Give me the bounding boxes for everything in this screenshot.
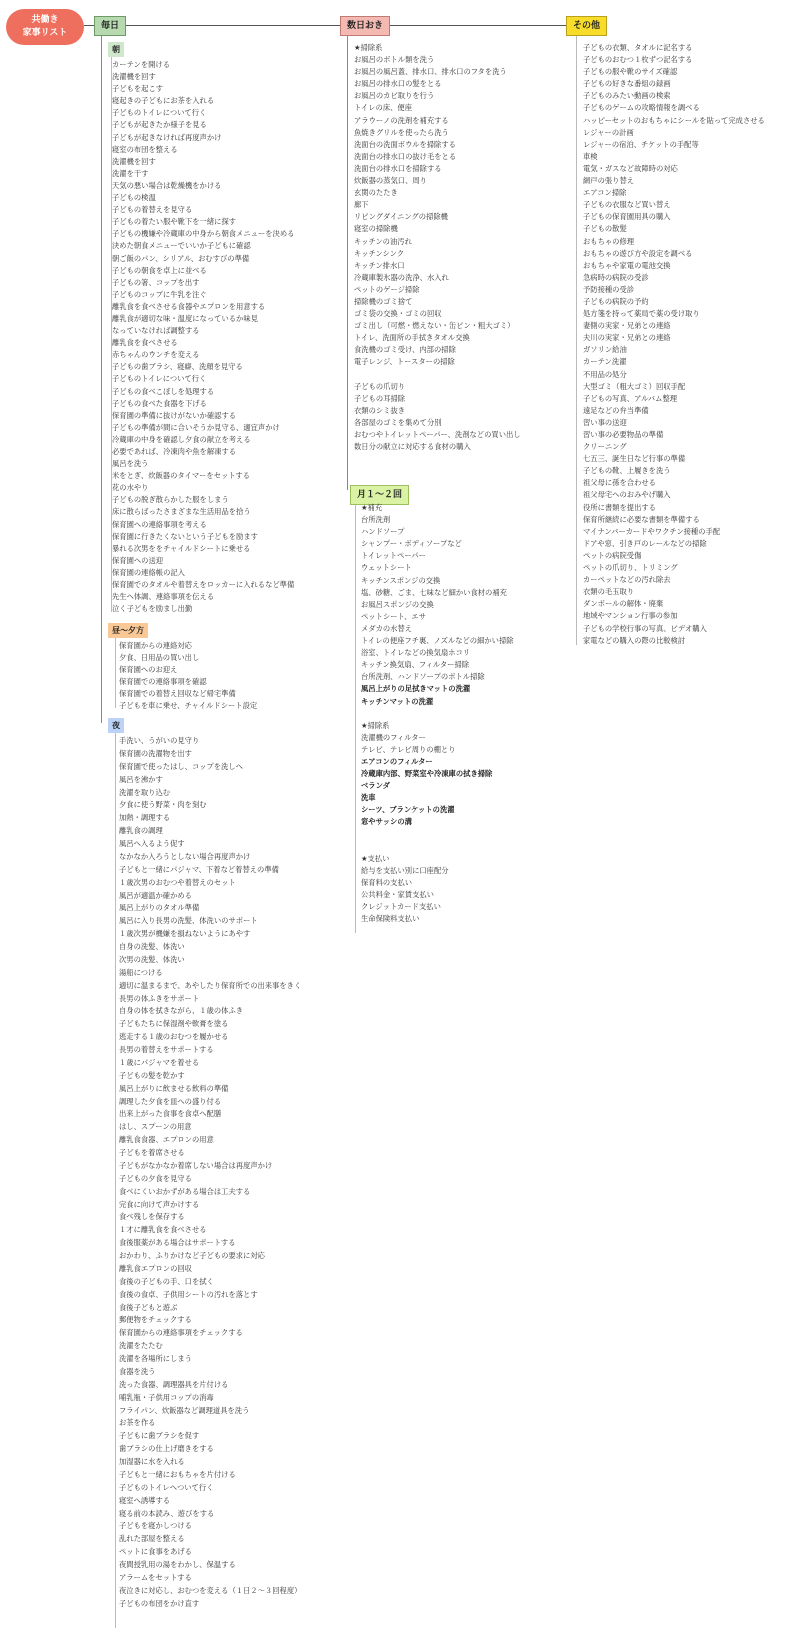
task-item[interactable]: ウェットシート — [361, 563, 412, 573]
task-item[interactable]: 米をとぎ、炊飯器のタイマーをセットする — [112, 471, 250, 481]
task-item[interactable]: 逃走する１歳のおむつを履かせる — [119, 1032, 229, 1042]
subcategory-noon-evening[interactable]: 昼〜夕方 — [108, 623, 148, 638]
task-item[interactable]: 炊飯器の蒸気口、周り — [354, 176, 427, 186]
task-item[interactable]: キッチン換気扇、フィルター掃除 — [361, 660, 470, 670]
list-gap — [361, 708, 514, 720]
task-item[interactable]: ペットの爪切り、トリミング — [583, 563, 678, 573]
task-item[interactable]: 乱れた部屋を整える — [119, 1534, 185, 1544]
task-item[interactable]: カーペットなどの汚れ除去 — [583, 575, 671, 585]
list-gap — [361, 841, 514, 853]
task-item[interactable]: 不用品の処分 — [583, 369, 627, 379]
task-item[interactable]: 子どもの耳掃除 — [354, 393, 406, 403]
task-item[interactable]: ガソリン給油 — [583, 345, 627, 355]
task-item[interactable]: 夜間授乳用の湯をわかし、保温する — [119, 1560, 236, 1569]
task-item[interactable]: 子どもの衣類、タオルに記名する — [583, 43, 693, 52]
task-item[interactable]: 予防接種の受診 — [583, 284, 635, 294]
task-item[interactable]: 風呂上がりに飲ませる飲料の準備 — [119, 1083, 229, 1093]
task-item[interactable]: シャンプー・ボディソープなど — [361, 539, 462, 549]
task-item[interactable]: 子どもの保育園用具の購入 — [583, 212, 671, 222]
task-item[interactable]: 寝室の布団を整える — [112, 144, 178, 154]
task-item[interactable]: 歯ブラシの仕上げ磨きをする — [119, 1444, 214, 1454]
task-item[interactable]: 食べにくいおかずがある場合は工夫する — [119, 1186, 251, 1196]
task-item[interactable]: ゴミ出し（可燃・燃えない・缶ビン・粗大ゴミ） — [354, 321, 515, 331]
task-item[interactable]: 保育園での連絡事項を確認 — [119, 677, 207, 687]
connector-monthly-trunk — [355, 503, 356, 933]
task-item[interactable]: トイレ、洗面所の手拭きタオル交換 — [354, 333, 470, 343]
task-item[interactable]: 洗濯を干す — [112, 168, 149, 178]
task-item[interactable]: １歳にパジャマを着せる — [119, 1057, 200, 1067]
task-item[interactable]: 離乳食食器、エプロンの用意 — [119, 1135, 214, 1145]
task-item[interactable]: 処方箋を持って薬局で薬の受け取り — [583, 309, 700, 319]
task-item[interactable]: 寝室の掃除機 — [354, 224, 398, 234]
task-item[interactable]: 玄関のたたき — [354, 188, 398, 198]
category-other[interactable]: その他 — [566, 16, 607, 36]
task-item[interactable]: 冷蔵庫内部、野菜室や冷凍庫の拭き掃除 — [361, 769, 493, 779]
task-item[interactable]: 子どもが起きなければ再度声かけ — [112, 132, 222, 142]
night-task-list — [119, 735, 301, 1611]
task-item[interactable]: 決めた朝食メニューでいいか子どもに確認 — [112, 241, 251, 251]
category-daily[interactable]: 毎日 — [94, 16, 126, 36]
task-item[interactable]: 祖父母に孫を合わせる — [583, 478, 656, 488]
task-item[interactable]: 風呂に入り長男の洗髪、体洗いのサポート — [119, 916, 258, 926]
task-item[interactable]: メダカの水替え — [361, 623, 413, 633]
task-item[interactable]: 洗濯を取り込む — [119, 787, 171, 797]
task-item[interactable]: 窓やサッシの溝 — [361, 817, 412, 827]
task-item[interactable]: 役所に書類を提出する — [583, 502, 656, 512]
root-title-line2: 家事リスト — [22, 28, 68, 38]
task-item[interactable]: 洗濯機を回す — [112, 72, 156, 82]
task-item[interactable]: 夫川の実家・兄弟との連絡 — [583, 333, 671, 343]
task-item[interactable]: 子どもの着たい服や靴下を一緒に探す — [112, 217, 237, 227]
task-item[interactable]: 保育園に行きたくないという子どもを励ます — [112, 531, 258, 541]
task-item[interactable]: 子どもの髪を乾かす — [119, 1070, 185, 1080]
task-item[interactable]: 習い事の必要物品の準備 — [583, 430, 664, 439]
connector-night-trunk — [115, 733, 116, 1628]
task-item[interactable]: 夜泣きに対応し、おむつを変える（１日２〜３回程度） — [119, 1585, 302, 1595]
task-item[interactable]: 子どもを着席させる — [119, 1148, 185, 1157]
task-item[interactable]: 保育園の連絡帳の記入 — [112, 567, 185, 577]
task-item[interactable]: 衣類のシミ抜き — [354, 405, 406, 415]
task-item[interactable]: 暴れる次男ををチャイルドシートに乗せる — [112, 543, 251, 553]
task-item[interactable]: 子どもの着替えを見守る — [112, 205, 193, 215]
task-item[interactable]: 保育園で使ったはし、コップを洗しへ — [119, 761, 243, 771]
task-item[interactable]: 電気・ガスなど故障時の対応 — [583, 163, 678, 173]
task-item[interactable]: 電子レンジ、トースターの掃除 — [354, 357, 455, 367]
task-item[interactable]: 保育園の準備に抜けがないか確認する — [112, 410, 237, 420]
task-item[interactable]: 風呂上がりのタオル準備 — [119, 903, 200, 913]
task-item[interactable]: お風呂のボトル類を洗う — [354, 55, 435, 65]
task-item[interactable]: 離乳食が適切な味・温度になっているか味見 — [112, 313, 258, 323]
task-item[interactable]: 大型ゴミ（粗大ゴミ）回収手配 — [583, 381, 686, 391]
task-item[interactable]: エアコン掃除 — [583, 188, 627, 198]
other-task-list — [583, 42, 765, 647]
task-item[interactable]: 長男の体ふきをサポート — [119, 993, 200, 1003]
task-item[interactable]: 床に散らばったさまざまな生活用品を拾う — [112, 507, 251, 517]
task-item[interactable]: １歳次男が機嫌を損ねないようにあやす — [119, 929, 251, 939]
task-item[interactable]: １歳次男のおむつや着替えのセット — [119, 877, 236, 887]
task-item[interactable]: 魚焼きグリルを使ったら洗う — [354, 127, 449, 137]
task-item[interactable]: マイナンバーカードやワクチン接種の手配 — [583, 526, 721, 536]
task-item[interactable]: 手洗い、うがいの見守り — [119, 736, 200, 745]
task-item[interactable]: 子どもがなかなか着席しない場合は再度声かけ — [119, 1160, 273, 1170]
task-item[interactable]: 食後の食卓、子供用シートの汚れを落とす — [119, 1289, 258, 1299]
list-gap — [361, 829, 514, 841]
task-item[interactable]: 浴室、トイレなどの換気扇ホコリ — [361, 648, 471, 658]
task-item[interactable]: カーテンを開ける — [112, 60, 171, 69]
category-every-few-days[interactable]: 数日おき — [340, 16, 390, 36]
task-item[interactable]: おかわり、ふりかけなど子どもの要求に対応 — [119, 1251, 265, 1260]
task-item[interactable]: 廊下 — [354, 200, 369, 210]
task-item[interactable]: 食洗機のゴミ受け、内部の掃除 — [354, 345, 456, 355]
task-item[interactable]: 離乳食を食べさせる — [112, 338, 178, 348]
task-item[interactable]: シーツ、ブランケットの洗濯 — [361, 805, 455, 815]
task-item[interactable]: 台所洗剤 — [361, 515, 391, 525]
task-item[interactable]: 冷蔵庫製氷器の洗浄、水入れ — [354, 272, 449, 282]
subcategory-night[interactable]: 夜 — [108, 718, 124, 733]
task-item[interactable]: 洗濯を各場所にしまう — [119, 1354, 192, 1363]
task-item[interactable]: なかなか入ろうとしない場合再度声かけ — [119, 851, 251, 861]
connector-noon-trunk — [115, 638, 116, 708]
task-item[interactable]: ペットシート、エサ — [361, 611, 427, 621]
task-item[interactable]: 子どもの病院の予約 — [583, 296, 649, 306]
task-item[interactable]: 洗濯をたたむ — [119, 1341, 163, 1351]
task-item[interactable]: 天気の悪い場合は乾燥機をかける — [112, 180, 222, 190]
task-item[interactable]: 子どもの脱ぎ散らかした服をしまう — [112, 495, 229, 505]
task-item[interactable]: 保育園からの連絡事項をチェックする — [119, 1328, 243, 1338]
task-item[interactable]: 食後の子どもの手、口を拭く — [119, 1276, 214, 1286]
task-item[interactable]: 寝室へ誘導する — [119, 1495, 171, 1505]
task-item[interactable]: ゴミ袋の交換・ゴミの回収 — [354, 309, 442, 319]
task-item[interactable]: 子どもたちに保湿剤や軟膏を塗る — [119, 1019, 229, 1029]
connector-daily-trunk — [101, 35, 102, 723]
task-item[interactable]: 保育園への送迎 — [112, 555, 164, 565]
task-item[interactable]: 衣類の毛玉取り — [583, 587, 635, 597]
task-item[interactable]: 子どもの靴、上履きを洗う — [583, 466, 671, 476]
task-item[interactable]: 適切に温まるまで、あやしたり保育所での出来事をきく — [119, 980, 302, 990]
task-item[interactable]: 子どもの歯ブラシ、寝癖、洗顔を見守る — [112, 362, 243, 372]
task-item[interactable]: ペットの病院受傷 — [583, 550, 642, 560]
task-item[interactable]: 必要であれば、冷凍肉や魚を解凍する — [112, 447, 237, 456]
list-gap — [354, 369, 521, 381]
task-item[interactable]: 子どものゲームの攻略情報を調べる — [583, 103, 700, 113]
task-item[interactable]: フライパン、炊飯器など調理道具を洗う — [119, 1405, 250, 1415]
task-item[interactable]: 食後子どもと遊ぶ — [119, 1302, 178, 1312]
task-item[interactable]: アラウーノの洗剤を補充する — [354, 115, 449, 125]
task-item[interactable]: 寝る前の本読み、遊びをする — [119, 1508, 215, 1518]
task-item[interactable]: ベランダ — [361, 781, 390, 791]
connector-other-trunk — [576, 35, 577, 645]
connector-daily-few — [123, 25, 340, 26]
task-item[interactable]: 子どもを車に乗せ、チャイルドシート設定 — [119, 701, 258, 711]
subcategory-morning[interactable]: 朝 — [108, 42, 124, 57]
task-item[interactable]: トイレットペーパー — [361, 551, 426, 561]
task-item[interactable]: おもちゃの修理 — [583, 236, 635, 246]
task-item[interactable]: 出来上がった食事を食卓へ配膳 — [119, 1109, 222, 1119]
task-item[interactable]: 次男の洗髪、体洗い — [119, 954, 185, 964]
task-item[interactable]: ハッピーセットのおもちゃにシールを貼って完成させる — [583, 115, 765, 125]
task-item[interactable]: 洗面台の排水口の抜け毛をとる — [354, 151, 457, 161]
task-item[interactable]: 哺乳瓶・子供用コップの消毒 — [119, 1392, 214, 1402]
task-item[interactable]: 数日分の献立に対応する食材の購入 — [354, 442, 471, 452]
task-item[interactable]: 離乳食を食べさせる食器やエプロンを用意する — [112, 301, 266, 311]
task-item[interactable]: 夕食、日用品の買い出し — [119, 653, 200, 663]
task-item[interactable]: キッチン排水口 — [354, 260, 405, 270]
task-item[interactable]: 花の水やり — [112, 483, 149, 493]
task-item[interactable]: 保育園からの連絡対応 — [119, 641, 192, 650]
noon-task-list — [119, 640, 257, 713]
task-item[interactable]: 離乳食エプロンの回収 — [119, 1263, 192, 1273]
task-item[interactable]: 長男の着替えをサポートする — [119, 1045, 214, 1054]
task-item[interactable]: 子どもの服や靴のサイズ確認 — [583, 67, 678, 77]
task-item[interactable]: 網戸の張り替え — [583, 176, 635, 186]
task-item[interactable]: 離乳食の調理 — [119, 826, 163, 836]
category-monthly[interactable]: 月１〜２回 — [350, 485, 409, 505]
task-item[interactable]: 加湿器に水を入れる — [119, 1457, 185, 1466]
task-item[interactable]: 給与を支払い別に口座配分 — [361, 865, 449, 875]
task-item[interactable]: 子どもの食べこぼしを処理する — [112, 386, 215, 396]
task-item[interactable]: 完食に向けて声かけする — [119, 1199, 200, 1209]
task-item[interactable]: 保育園でのタオルや着替えをロッカーに入れるなど準備 — [112, 580, 295, 590]
task-item[interactable]: 掃除機のゴミ捨て — [354, 296, 413, 306]
task-item[interactable]: 七五三、誕生日など行事の準備 — [583, 454, 686, 464]
task-item[interactable]: ペットに食事をあげる — [119, 1547, 192, 1557]
connector-root-daily — [84, 25, 94, 26]
task-item[interactable]: 各部屋のゴミを集めて分別 — [354, 417, 442, 427]
task-item[interactable]: １才に離乳食を食べさせる — [119, 1225, 207, 1235]
task-item[interactable]: 子どもの検温 — [112, 193, 156, 203]
task-item[interactable]: おもちゃの遊び方や設定を調べる — [583, 248, 693, 258]
task-item[interactable]: キッチンシンク — [354, 248, 405, 258]
task-item[interactable]: 地域やマンション行事の参加 — [583, 611, 678, 621]
task-item[interactable]: キッチンマットの洗濯 — [361, 696, 434, 706]
task-item[interactable]: トイレの便座フチ裏、ノズルなどの細かい掃除 — [361, 636, 514, 646]
task-item[interactable]: アラームをセットする — [119, 1572, 192, 1582]
task-item[interactable]: 保育園へのお迎え — [119, 665, 178, 675]
task-item[interactable]: おもちゃや家電の電池交換 — [583, 260, 671, 270]
task-item[interactable]: 風呂を沸かす — [119, 774, 163, 784]
task-item[interactable]: 赤ちゃんのウンチを変える — [112, 350, 200, 360]
task-item[interactable]: キッチンスポンジの交換 — [361, 575, 441, 585]
task-item[interactable]: 子どもの夕食を見守る — [119, 1173, 192, 1183]
task-item[interactable]: 洗濯機を回す — [112, 156, 156, 166]
task-item[interactable]: お風呂の排水口の髪をとる — [354, 79, 442, 89]
task-item[interactable]: 夕食に使う野菜・肉を刻む — [119, 800, 207, 810]
task-item[interactable]: 妻側の実家・兄弟との連絡 — [583, 321, 671, 331]
task-item[interactable]: 家電などの購入の際の比較検討 — [583, 635, 686, 645]
task-item[interactable]: 子どもの朝食を卓上に並べる — [112, 265, 207, 275]
task-item[interactable]: カーテン洗濯 — [583, 357, 627, 367]
task-item[interactable]: 風呂上がりの足拭きマットの洗濯 — [361, 684, 471, 694]
task-item[interactable]: お風呂の風呂蓋、排水口、排水口のフタを洗う — [354, 67, 507, 77]
task-item[interactable]: おむつやトイレットペーパー、洗剤などの買い出し — [354, 430, 521, 439]
task-item[interactable]: 洗った食器、調理器具を片付ける — [119, 1379, 229, 1389]
task-item[interactable]: 子どもの爪切り — [354, 381, 406, 391]
task-item[interactable]: 朝ご飯のパン、シリアル、おむすびの準備 — [112, 253, 250, 263]
task-item[interactable]: 子どもを寝かしつける — [119, 1521, 192, 1531]
morning-task-list — [112, 59, 294, 615]
task-item[interactable]: クレジットカード支払い — [361, 902, 441, 912]
task-item[interactable]: 子どもの衣服など買い替え — [583, 200, 671, 210]
root-node[interactable] — [6, 9, 84, 45]
task-item[interactable]: なっていなければ調整する — [112, 326, 200, 336]
every-few-days-task-list — [354, 42, 521, 453]
task-item[interactable]: 子どもが起きたか様子を見る — [112, 120, 207, 130]
task-item[interactable]: 車検 — [583, 151, 598, 161]
task-item[interactable]: 風呂へ入るよう促す — [119, 839, 185, 848]
task-item[interactable]: 先生へ体調、連絡事項を伝える — [112, 592, 215, 602]
task-item[interactable]: 子どものコップに牛乳を注ぐ — [112, 289, 207, 299]
task-item[interactable]: 保育園への連絡事項を考える — [112, 519, 207, 529]
task-item[interactable]: 子どもの散髪 — [583, 224, 627, 234]
task-item[interactable]: レジャーの宿泊、チケットの手配等 — [583, 139, 699, 149]
connector-few-trunk — [347, 35, 348, 490]
task-item[interactable]: 食器を洗う — [119, 1366, 156, 1376]
root-title-line1: 共働き — [31, 15, 59, 25]
task-item[interactable]: 寝起きの子どもにお茶を入れる — [112, 96, 215, 106]
task-item[interactable]: 保育料の支払い — [361, 877, 413, 887]
task-item[interactable]: 自身の洗髪、体洗い — [119, 942, 185, 951]
task-item[interactable]: クリーニング — [583, 442, 627, 452]
task-item[interactable]: 湯船につける — [119, 967, 163, 977]
task-item[interactable]: 自身の体を拭きながら、１歳の体ふき — [119, 1006, 244, 1016]
task-item[interactable]: 洗濯機のフィルター — [361, 732, 426, 742]
task-item[interactable]: 生命保険料支払い — [361, 914, 420, 924]
task-item[interactable]: お風呂のカビ取りを行う — [354, 91, 435, 101]
task-item[interactable]: 保育園の洗濯物を出す — [119, 748, 192, 758]
task-item[interactable]: 調理した夕食を皿への盛り付る — [119, 1096, 222, 1106]
task-item[interactable]: リビングダイニングの掃除機 — [354, 212, 448, 222]
task-item[interactable]: ★掃除系 — [361, 720, 390, 730]
task-item[interactable]: 郵便物をチェックする — [119, 1315, 192, 1325]
task-item[interactable]: 子どものトイレへついて行く — [119, 1482, 214, 1492]
task-item[interactable]: ★支払い — [361, 853, 390, 863]
task-item[interactable]: エアコンのフィルター — [361, 756, 433, 766]
task-item[interactable]: トイレの床、便座 — [354, 103, 413, 113]
task-item[interactable]: 公共料金・家賃支払い — [361, 890, 434, 899]
task-item[interactable]: 台所洗剤、ハンドソープのボトル掃除 — [361, 672, 485, 682]
task-item[interactable]: ハンドソープ — [361, 527, 405, 537]
task-item[interactable]: 子どもの写真、アルバム整理 — [583, 393, 678, 403]
task-item[interactable]: お風呂スポンジの交換 — [361, 599, 434, 609]
task-item[interactable]: 泣く子どもを励まし出勤 — [112, 604, 193, 614]
task-item[interactable]: テレビ、テレビ周りの棚とり — [361, 744, 456, 754]
task-item[interactable]: 洗面台の洗面ボウルを掃除する — [354, 139, 456, 149]
task-item[interactable]: 子どものおむつ１枚ずつ記名する — [583, 55, 693, 65]
task-item[interactable]: 子どもの布団をかけ直す — [119, 1598, 200, 1608]
task-item[interactable]: 子どものトイレについて行く — [112, 108, 207, 118]
task-item[interactable]: 加熱・調理する — [119, 813, 171, 823]
task-item[interactable]: お茶を作る — [119, 1418, 156, 1428]
task-item[interactable]: 子どもと一緒にパジャマ、下着など着替えの準備 — [119, 864, 279, 874]
task-item[interactable]: 塩、砂糖、ごま、七味など細かい食材の補充 — [361, 587, 507, 597]
task-item[interactable]: 保育所継続に必要な書類を準備する — [583, 514, 700, 524]
task-item[interactable]: 洗車 — [361, 793, 376, 803]
task-item[interactable]: 冷蔵庫の中身を確認し夕食の献立を考える — [112, 434, 251, 444]
task-item[interactable]: 子どもの食べた食器を下げる — [112, 398, 207, 408]
task-item[interactable]: 子どもに歯ブラシを促す — [119, 1431, 200, 1441]
task-item[interactable]: 子どもを起こす — [112, 84, 164, 94]
task-item[interactable]: キッチンの油汚れ — [354, 236, 412, 246]
task-item[interactable]: レジャーの計画 — [583, 127, 634, 137]
task-item[interactable]: ★補充 — [361, 503, 383, 512]
task-item[interactable]: はし、スプーンの用意 — [119, 1122, 192, 1132]
task-item[interactable]: 子どもの好きな番組の録画 — [583, 79, 671, 89]
task-item[interactable]: 急病時の病院の受診 — [583, 272, 649, 282]
task-item[interactable]: 子どもの準備が間に合いそうか見守る、適宜声かけ — [112, 422, 280, 432]
task-item[interactable]: 子どもの機嫌や冷蔵庫の中身から朝食メニューを決める — [112, 229, 295, 239]
task-item[interactable]: 子どもの学校行事の写真、ビデオ購入 — [583, 623, 707, 633]
task-item[interactable]: 食べ残しを保存する — [119, 1212, 185, 1222]
task-item[interactable]: 祖父母宅へのおみやげ購入 — [583, 490, 671, 500]
monthly-task-list — [361, 502, 514, 925]
task-item[interactable]: 遠足などの弁当準備 — [583, 405, 649, 415]
task-item[interactable]: 子どものみたい動画の検索 — [583, 91, 671, 101]
task-item[interactable]: 保育園での着替え回収など帰宅準備 — [119, 689, 236, 699]
task-item[interactable]: 食後服薬がある場合はサポートする — [119, 1238, 236, 1248]
task-item[interactable]: 習い事の送迎 — [583, 417, 627, 427]
task-item[interactable]: 子どものトイレについて行く — [112, 374, 207, 384]
task-item[interactable]: 風呂を洗う — [112, 459, 149, 469]
task-item[interactable]: ★掃除系 — [354, 43, 383, 52]
task-item[interactable]: 子どもの箸、コップを出す — [112, 277, 200, 287]
task-item[interactable]: 風呂が適温か確かめる — [119, 890, 192, 900]
task-item[interactable]: 洗面台の排水口を掃除する — [354, 163, 442, 173]
connector-few-other — [380, 25, 566, 26]
task-item[interactable]: ドアや窓、引き戸のレールなどの掃除 — [583, 538, 707, 548]
task-item[interactable]: ダンボールの解体・廃棄 — [583, 599, 664, 609]
task-item[interactable]: 子どもと一緒におもちゃを片付ける — [119, 1469, 236, 1479]
task-item[interactable]: ペットのゲージ掃除 — [354, 284, 420, 294]
